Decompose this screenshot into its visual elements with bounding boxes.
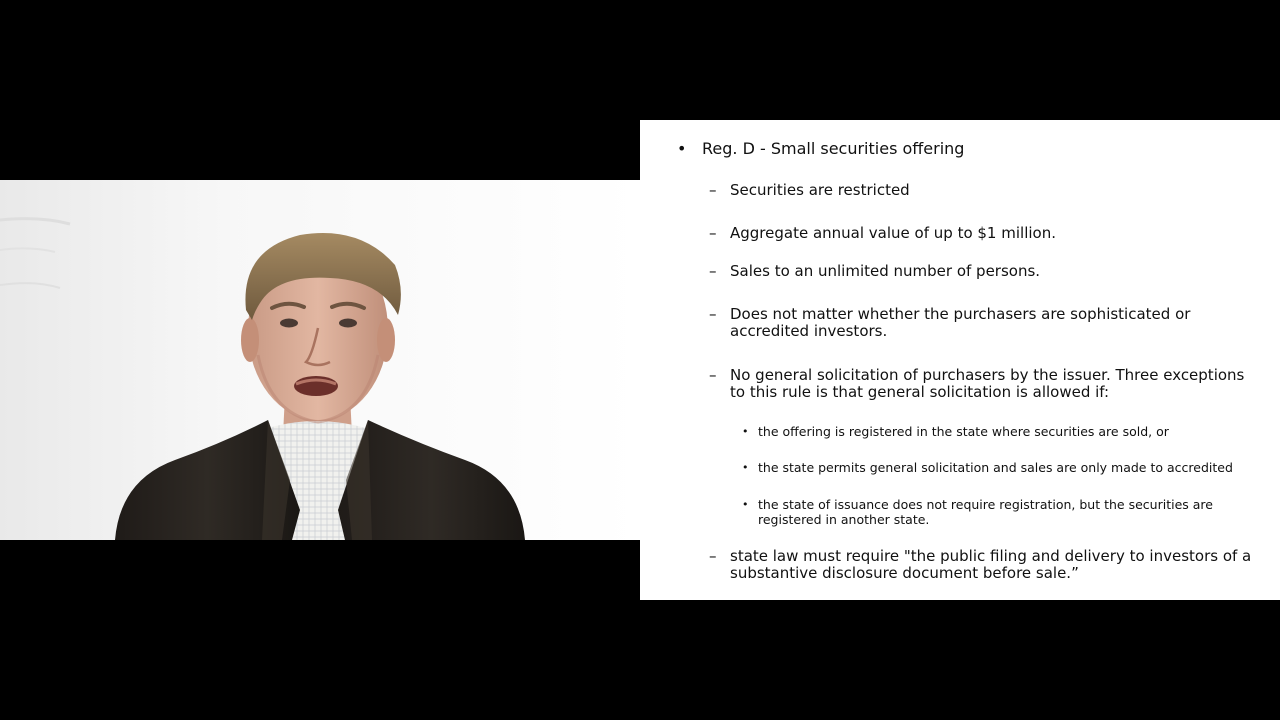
list-item-line: Does not matter whether the purchasers are sophisticated or xyxy=(730,305,1191,323)
sub-list-item-line: registered in another state. xyxy=(758,512,930,527)
speaker-figure xyxy=(0,180,640,540)
dash-marker: – xyxy=(709,224,717,242)
bullet-marker: • xyxy=(677,139,687,158)
list-item-line: accredited investors. xyxy=(730,322,888,340)
dash-marker: – xyxy=(709,547,717,565)
list-item-text: Sales to an unlimited number of persons. xyxy=(730,262,1041,280)
dash-marker: – xyxy=(709,181,717,199)
list-item xyxy=(709,305,1191,340)
list-item xyxy=(709,262,1041,280)
dash-marker: – xyxy=(709,262,717,280)
speaker-video xyxy=(0,180,640,540)
dash-marker: – xyxy=(709,366,717,384)
presentation-slide xyxy=(640,120,1280,600)
list-item xyxy=(709,547,1252,582)
sub-list-item-text: the offering is registered in the state where securities are sold, or xyxy=(758,424,1169,439)
list-item xyxy=(709,366,1245,401)
sub-bullet-marker: • xyxy=(742,498,749,511)
sub-list-item xyxy=(742,424,1169,439)
list-item-line: substantive disclosure document before sale.” xyxy=(730,564,1079,582)
heading-text: Reg. D - Small securities offering xyxy=(702,139,965,158)
sub-list-item-text: the state permits general solicitation and sales are only made to accredited xyxy=(758,460,1233,475)
sub-bullet-marker: • xyxy=(742,425,749,438)
sub-list-item xyxy=(742,497,1213,527)
list-item-line: to this rule is that general solicitation is allowed if: xyxy=(730,383,1110,401)
list-item-text: Securities are restricted xyxy=(730,181,910,199)
list-item-text: Aggregate annual value of up to $1 million. xyxy=(730,224,1056,242)
list-item-line: No general solicitation of purchasers by the issuer. Three exceptions xyxy=(730,366,1245,384)
dash-marker: – xyxy=(709,305,717,323)
list-item xyxy=(709,181,910,199)
list-item xyxy=(709,224,1056,242)
sub-bullet-marker: • xyxy=(742,461,749,474)
list-item-line: state law must require "the public filing and delivery to investors of a xyxy=(730,547,1252,565)
sub-list-item-line: the state of issuance does not require registration, but the securities are xyxy=(758,497,1213,512)
slide-heading xyxy=(677,139,965,158)
sub-list-item xyxy=(742,460,1233,475)
